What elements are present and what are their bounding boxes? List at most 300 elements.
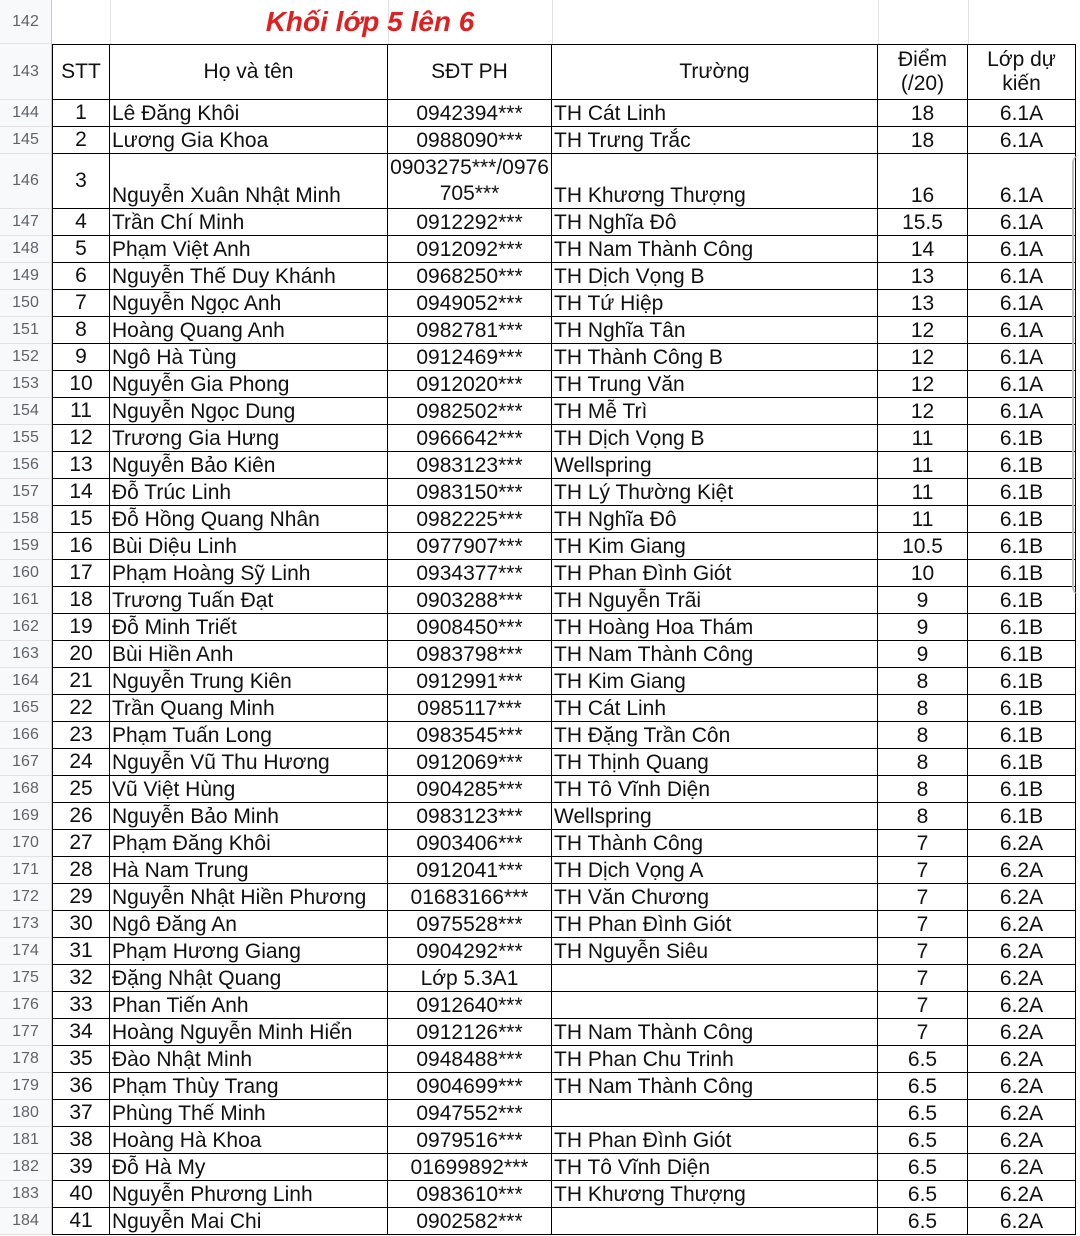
cell-stt[interactable]: 25 [52,776,110,803]
cell-name[interactable]: Trương Gia Hưng [110,425,388,452]
cell-class[interactable]: 6.1B [968,452,1076,479]
row-number[interactable]: 147 [0,209,52,236]
cell-class[interactable]: 6.1B [968,695,1076,722]
cell-stt[interactable]: 28 [52,857,110,884]
cell-name[interactable]: Trần Chí Minh [110,209,388,236]
cell-class[interactable]: 6.1B [968,506,1076,533]
row-number[interactable]: 170 [0,830,52,857]
cell-class[interactable]: 6.2A [968,830,1076,857]
cell-class[interactable]: 6.2A [968,884,1076,911]
cell-class[interactable]: 6.1A [968,236,1076,263]
row-number[interactable]: 158 [0,506,52,533]
row-number[interactable]: 156 [0,452,52,479]
cell-score[interactable]: 8 [878,722,968,749]
row-number[interactable]: 172 [0,884,52,911]
row-number[interactable]: 161 [0,587,52,614]
cell-name[interactable]: Nguyễn Gia Phong [110,371,388,398]
row-number[interactable]: 144 [0,100,52,127]
cell-school[interactable]: TH Nam Thành Công [552,236,878,263]
cell-score[interactable]: 13 [878,263,968,290]
cell-name[interactable]: Nguyễn Phương Linh [110,1181,388,1208]
row-number[interactable]: 146 [0,154,52,209]
cell-class[interactable]: 6.1A [968,290,1076,317]
cell-class[interactable]: 6.1B [968,425,1076,452]
row-number[interactable]: 159 [0,533,52,560]
row-number[interactable]: 164 [0,668,52,695]
row-number[interactable]: 176 [0,992,52,1019]
cell-stt[interactable]: 4 [52,209,110,236]
cell-score[interactable]: 9 [878,614,968,641]
cell-name[interactable]: Hà Nam Trung [110,857,388,884]
cell-school[interactable]: TH Phan Đình Giót [552,911,878,938]
cell-phone[interactable]: 0912469*** [388,344,552,371]
cell-phone[interactable]: 01699892*** [388,1154,552,1181]
cell-class[interactable]: 6.2A [968,1046,1076,1073]
cell-class[interactable]: 6.1A [968,344,1076,371]
cell-score[interactable]: 10.5 [878,533,968,560]
cell-stt[interactable]: 34 [52,1019,110,1046]
cell-phone[interactable]: 0983123*** [388,803,552,830]
header-score[interactable]: Điểm (/20) [878,44,968,100]
cell-stt[interactable]: 26 [52,803,110,830]
cell-phone[interactable]: 0982502*** [388,398,552,425]
table-row [0,533,1080,560]
cell-stt[interactable]: 12 [52,425,110,452]
row-number[interactable]: 145 [0,127,52,154]
cell-phone[interactable]: 0983610*** [388,1181,552,1208]
cell-school[interactable]: TH Nghĩa Đô [552,209,878,236]
cell-school[interactable] [552,992,878,1019]
row-number[interactable]: 160 [0,560,52,587]
cell-score[interactable]: 6.5 [878,1181,968,1208]
cell-score[interactable]: 9 [878,587,968,614]
header-name[interactable]: Họ và tên [110,44,388,100]
cell-phone[interactable]: 0904699*** [388,1073,552,1100]
cell-class[interactable]: 6.2A [968,992,1076,1019]
cell-score[interactable]: 8 [878,668,968,695]
cell-stt[interactable]: 8 [52,317,110,344]
row-number[interactable]: 169 [0,803,52,830]
cell-name[interactable]: Bùi Hiền Anh [110,641,388,668]
cell-stt[interactable]: 27 [52,830,110,857]
cell-stt[interactable]: 32 [52,965,110,992]
cell-class[interactable]: 6.2A [968,938,1076,965]
cell-stt[interactable]: 33 [52,992,110,1019]
cell-school[interactable]: TH Nghĩa Tân [552,317,878,344]
cell-stt[interactable]: 31 [52,938,110,965]
cell-name[interactable]: Nguyễn Nhật Hiền Phương [110,884,388,911]
row-number[interactable]: 155 [0,425,52,452]
cell-class[interactable]: 6.1B [968,533,1076,560]
cell-school[interactable]: TH Hoàng Hoa Thám [552,614,878,641]
row-number[interactable]: 152 [0,344,52,371]
scroll-handle[interactable] [1072,155,1080,595]
cell-school[interactable]: TH Nam Thành Công [552,1019,878,1046]
cell-school[interactable]: TH Đặng Trần Côn [552,722,878,749]
cell-stt[interactable]: 13 [52,452,110,479]
cell-name[interactable]: Phạm Đăng Khôi [110,830,388,857]
cell-class[interactable]: 6.2A [968,1100,1076,1127]
row-number[interactable]: 182 [0,1154,52,1181]
cell-score[interactable]: 12 [878,398,968,425]
cell-class[interactable]: 6.1B [968,722,1076,749]
cell-score[interactable]: 8 [878,803,968,830]
cell-name[interactable]: Nguyễn Xuân Nhật Minh [110,154,388,209]
cell-name[interactable]: Nguyễn Mai Chi [110,1208,388,1235]
header-class[interactable]: Lớp dự kiến [968,44,1076,100]
cell-class[interactable]: 6.2A [968,1208,1076,1235]
cell-stt[interactable]: 17 [52,560,110,587]
cell-name[interactable]: Nguyễn Vũ Thu Hương [110,749,388,776]
table-row [0,560,1080,587]
cell-score[interactable]: 7 [878,965,968,992]
cell-school[interactable]: TH Trưng Trắc [552,127,878,154]
cell-stt[interactable]: 35 [52,1046,110,1073]
cell-stt[interactable]: 39 [52,1154,110,1181]
cell-class[interactable]: 6.2A [968,1154,1076,1181]
cell-class[interactable]: 6.2A [968,911,1076,938]
cell-name[interactable]: Đào Nhật Minh [110,1046,388,1073]
cell-class[interactable]: 6.1A [968,371,1076,398]
cell-name[interactable]: Phạm Việt Anh [110,236,388,263]
cell-score[interactable]: 8 [878,695,968,722]
cell-score[interactable]: 18 [878,100,968,127]
cell-name[interactable]: Đặng Nhật Quang [110,965,388,992]
cell-school[interactable]: TH Dịch Vọng B [552,425,878,452]
cell-name[interactable]: Trần Quang Minh [110,695,388,722]
header-phone[interactable]: SĐT PH [388,44,552,100]
cell-stt[interactable]: 18 [52,587,110,614]
cell-stt[interactable]: 23 [52,722,110,749]
cell-stt[interactable]: 41 [52,1208,110,1235]
cell-name[interactable]: Trương Tuấn Đạt [110,587,388,614]
row-number[interactable]: 151 [0,317,52,344]
cell-phone[interactable]: 0912991*** [388,668,552,695]
cell-stt[interactable]: 30 [52,911,110,938]
cell-score[interactable]: 7 [878,911,968,938]
cell-name[interactable]: Phạm Hương Giang [110,938,388,965]
cell-phone[interactable]: 0983798*** [388,641,552,668]
cell-score[interactable]: 6.5 [878,1127,968,1154]
cell-stt[interactable]: 37 [52,1100,110,1127]
row-number[interactable]: 149 [0,263,52,290]
cell-stt[interactable]: 22 [52,695,110,722]
cell-score[interactable]: 12 [878,317,968,344]
row-number[interactable]: 143 [0,44,52,100]
cell-name[interactable]: Bùi Diệu Linh [110,533,388,560]
cell-name[interactable]: Lương Gia Khoa [110,127,388,154]
cell-class[interactable]: 6.1B [968,641,1076,668]
sheet-title[interactable]: Khối lớp 5 lên 6 [265,6,475,37]
cell-class[interactable]: 6.2A [968,857,1076,884]
cell-name[interactable]: Nguyễn Ngọc Anh [110,290,388,317]
cell-school[interactable]: TH Thành Công [552,830,878,857]
cell-class[interactable]: 6.1A [968,398,1076,425]
cell-name[interactable]: Nguyễn Bảo Kiên [110,452,388,479]
cell-phone[interactable]: 0979516*** [388,1127,552,1154]
cell-class[interactable]: 6.1A [968,209,1076,236]
cell-class[interactable]: 6.1B [968,560,1076,587]
cell-phone[interactable]: 0968250*** [388,263,552,290]
row-number[interactable]: 180 [0,1100,52,1127]
cell-phone[interactable]: 0904285*** [388,776,552,803]
cell-stt[interactable]: 1 [52,100,110,127]
cell-name[interactable]: Đỗ Hà My [110,1154,388,1181]
cell-class[interactable]: 6.2A [968,1073,1076,1100]
cell-phone[interactable]: 0983123*** [388,452,552,479]
cell-class[interactable]: 6.1B [968,776,1076,803]
cell-school[interactable]: TH Dịch Vọng A [552,857,878,884]
cell-score[interactable]: 6.5 [878,1046,968,1073]
cell-school[interactable]: TH Tứ Hiệp [552,290,878,317]
cell-name[interactable]: Nguyễn Ngọc Dung [110,398,388,425]
cell-phone[interactable]: 0912640*** [388,992,552,1019]
cell-class[interactable]: 6.1B [968,668,1076,695]
cell-class[interactable]: 6.1B [968,587,1076,614]
cell-stt[interactable]: 36 [52,1073,110,1100]
cell-school[interactable]: TH Phan Đình Giót [552,560,878,587]
row-number[interactable]: 177 [0,1019,52,1046]
row-number[interactable]: 168 [0,776,52,803]
row-number[interactable]: 150 [0,290,52,317]
cell-name[interactable]: Nguyễn Bảo Minh [110,803,388,830]
cell-phone[interactable]: 0948488*** [388,1046,552,1073]
cell-class[interactable]: 6.1B [968,479,1076,506]
cell-score[interactable]: 10 [878,560,968,587]
cell-school[interactable]: TH Trung Văn [552,371,878,398]
cell-stt[interactable]: 6 [52,263,110,290]
header-stt[interactable]: STT [52,44,110,100]
cell-school[interactable]: TH Cát Linh [552,695,878,722]
cell-score[interactable]: 12 [878,371,968,398]
cell-school[interactable]: TH Phan Chu Trinh [552,1046,878,1073]
row-number[interactable]: 166 [0,722,52,749]
cell-stt[interactable]: 24 [52,749,110,776]
cell-stt[interactable]: 10 [52,371,110,398]
cell-stt[interactable]: 14 [52,479,110,506]
cell-score[interactable]: 6.5 [878,1100,968,1127]
cell-stt[interactable]: 3 [52,154,110,209]
cell-school[interactable]: TH Nam Thành Công [552,641,878,668]
cell-school[interactable]: TH Phan Đình Giót [552,1127,878,1154]
cell-class[interactable]: 6.2A [968,965,1076,992]
cell-school[interactable]: TH Dịch Vọng B [552,263,878,290]
cell-name[interactable]: Vũ Việt Hùng [110,776,388,803]
cell-stt[interactable]: 20 [52,641,110,668]
cell-score[interactable]: 15.5 [878,209,968,236]
cell-class[interactable]: 6.1A [968,154,1076,209]
cell-score[interactable]: 9 [878,641,968,668]
row-number[interactable]: 183 [0,1181,52,1208]
cell-score[interactable]: 6.5 [878,1208,968,1235]
cell-school[interactable]: TH Nguyễn Siêu [552,938,878,965]
cell-score[interactable]: 8 [878,776,968,803]
cell-school[interactable]: TH Kim Giang [552,533,878,560]
cell-name[interactable]: Phạm Tuấn Long [110,722,388,749]
cell-phone[interactable]: 0947552*** [388,1100,552,1127]
row-number[interactable]: 171 [0,857,52,884]
cell-score[interactable]: 14 [878,236,968,263]
cell-phone[interactable]: 0912020*** [388,371,552,398]
cell-phone[interactable]: 0977907*** [388,533,552,560]
cell-name[interactable]: Ngô Đăng An [110,911,388,938]
cell-name[interactable]: Đỗ Hồng Quang Nhân [110,506,388,533]
cell-school[interactable]: TH Khương Thượng [552,154,878,209]
row-number[interactable]: 178 [0,1046,52,1073]
cell-phone[interactable]: 0949052*** [388,290,552,317]
cell-class[interactable]: 6.2A [968,1127,1076,1154]
cell-phone[interactable]: 0983545*** [388,722,552,749]
cell-school[interactable]: TH Thịnh Quang [552,749,878,776]
cell-school[interactable]: TH Kim Giang [552,668,878,695]
cell-name[interactable]: Nguyễn Thế Duy Khánh [110,263,388,290]
cell-class[interactable]: 6.1B [968,614,1076,641]
cell-school[interactable] [552,1208,878,1235]
cell-name[interactable]: Phạm Thùy Trang [110,1073,388,1100]
cell-school[interactable] [552,965,878,992]
cell-phone[interactable]: 0912292*** [388,209,552,236]
row-number[interactable]: 162 [0,614,52,641]
cell-stt[interactable]: 5 [52,236,110,263]
row-number[interactable]: 157 [0,479,52,506]
cell-phone[interactable]: 0983150*** [388,479,552,506]
cell-phone[interactable]: 0982781*** [388,317,552,344]
cell-phone[interactable]: 0904292*** [388,938,552,965]
cell-score[interactable]: 7 [878,938,968,965]
cell-school[interactable]: TH Nghĩa Đô [552,506,878,533]
cell-phone[interactable]: 0912092*** [388,236,552,263]
cell-phone[interactable]: 0903288*** [388,587,552,614]
cell-score[interactable]: 7 [878,884,968,911]
cell-class[interactable]: 6.1A [968,100,1076,127]
row-number[interactable]: 175 [0,965,52,992]
cell-school[interactable]: TH Nam Thành Công [552,1073,878,1100]
cell-phone[interactable]: 0934377*** [388,560,552,587]
cell-phone[interactable]: 0912126*** [388,1019,552,1046]
table-row [0,938,1080,965]
cell-phone[interactable]: 0942394*** [388,100,552,127]
cell-name[interactable]: Ngô Hà Tùng [110,344,388,371]
cell-score[interactable]: 8 [878,749,968,776]
cell-phone[interactable]: 0912069*** [388,749,552,776]
cell-school[interactable]: TH Cát Linh [552,100,878,127]
cell-score[interactable]: 7 [878,1019,968,1046]
cell-phone[interactable]: 0982225*** [388,506,552,533]
cell-score[interactable]: 13 [878,290,968,317]
cell-class[interactable]: 6.1A [968,317,1076,344]
row-number[interactable]: 165 [0,695,52,722]
cell-name[interactable]: Phan Tiến Anh [110,992,388,1019]
cell-phone[interactable]: 0966642*** [388,425,552,452]
cell-class[interactable]: 6.1A [968,127,1076,154]
cell-name[interactable]: Lê Đăng Khôi [110,100,388,127]
cell-stt[interactable]: 11 [52,398,110,425]
header-school[interactable]: Trường [552,44,878,100]
cell-class[interactable]: 6.1A [968,263,1076,290]
cell-stt[interactable]: 19 [52,614,110,641]
cell-name[interactable]: Đỗ Minh Triết [110,614,388,641]
row-number[interactable]: 179 [0,1073,52,1100]
row-number[interactable]: 154 [0,398,52,425]
cell-phone[interactable]: 0988090*** [388,127,552,154]
cell-name[interactable]: Hoàng Nguyễn Minh Hiển [110,1019,388,1046]
cell-phone[interactable]: 0902582*** [388,1208,552,1235]
cell-phone[interactable]: 0908450*** [388,614,552,641]
cell-stt[interactable]: 16 [52,533,110,560]
cell-score[interactable]: 12 [878,344,968,371]
cell-class[interactable]: 6.1B [968,803,1076,830]
cell-phone[interactable]: Lớp 5.3A1 [388,965,552,992]
cell-school[interactable] [552,1100,878,1127]
cell-name[interactable]: Phạm Hoàng Sỹ Linh [110,560,388,587]
row-number[interactable]: 163 [0,641,52,668]
cell-score[interactable]: 6.5 [878,1154,968,1181]
cell-score[interactable]: 7 [878,857,968,884]
cell-score[interactable]: 7 [878,992,968,1019]
cell-phone[interactable]: 0985117*** [388,695,552,722]
cell-score[interactable]: 11 [878,479,968,506]
cell-school[interactable]: TH Nguyễn Trãi [552,587,878,614]
cell-class[interactable]: 6.2A [968,1019,1076,1046]
cell-school[interactable]: TH Khương Thượng [552,1181,878,1208]
cell-stt[interactable]: 21 [52,668,110,695]
cell-stt[interactable]: 9 [52,344,110,371]
cell-stt[interactable]: 29 [52,884,110,911]
cell-school[interactable]: Wellspring [552,452,878,479]
row-number[interactable]: 148 [0,236,52,263]
cell-school[interactable]: TH Văn Chương [552,884,878,911]
cell-school[interactable]: TH Mễ Trì [552,398,878,425]
cell-score[interactable]: 11 [878,452,968,479]
cell-name[interactable]: Phùng Thế Minh [110,1100,388,1127]
row-number[interactable]: 173 [0,911,52,938]
cell-name[interactable]: Đỗ Trúc Linh [110,479,388,506]
cell-stt[interactable]: 7 [52,290,110,317]
cell-school[interactable]: TH Thành Công B [552,344,878,371]
row-number[interactable]: 142 [0,0,52,44]
cell-phone[interactable]: 0903275***/0976705*** [388,154,552,209]
cell-score[interactable]: 16 [878,154,968,209]
cell-phone[interactable]: 01683166*** [388,884,552,911]
cell-school[interactable]: TH Tô Vĩnh Diện [552,1154,878,1181]
cell-phone[interactable]: 0903406*** [388,830,552,857]
cell-school[interactable]: TH Tô Vĩnh Diện [552,776,878,803]
cell-school[interactable]: Wellspring [552,803,878,830]
cell-score[interactable]: 7 [878,830,968,857]
cell-score[interactable]: 11 [878,506,968,533]
cell-stt[interactable]: 15 [52,506,110,533]
cell-name[interactable]: Hoàng Hà Khoa [110,1127,388,1154]
cell-class[interactable]: 6.1B [968,749,1076,776]
cell-score[interactable]: 6.5 [878,1073,968,1100]
cell-phone[interactable]: 0912041*** [388,857,552,884]
row-number[interactable]: 181 [0,1127,52,1154]
cell-score[interactable]: 18 [878,127,968,154]
cell-name[interactable]: Nguyễn Trung Kiên [110,668,388,695]
row-number[interactable]: 184 [0,1208,52,1235]
cell-class[interactable]: 6.2A [968,1181,1076,1208]
row-number[interactable]: 174 [0,938,52,965]
cell-stt[interactable]: 2 [52,127,110,154]
row-number[interactable]: 153 [0,371,52,398]
cell-name[interactable]: Hoàng Quang Anh [110,317,388,344]
cell-score[interactable]: 11 [878,425,968,452]
cell-school[interactable]: TH Lý Thường Kiệt [552,479,878,506]
cell-stt[interactable]: 40 [52,1181,110,1208]
cell-phone[interactable]: 0975528*** [388,911,552,938]
row-number[interactable]: 167 [0,749,52,776]
cell-stt[interactable]: 38 [52,1127,110,1154]
